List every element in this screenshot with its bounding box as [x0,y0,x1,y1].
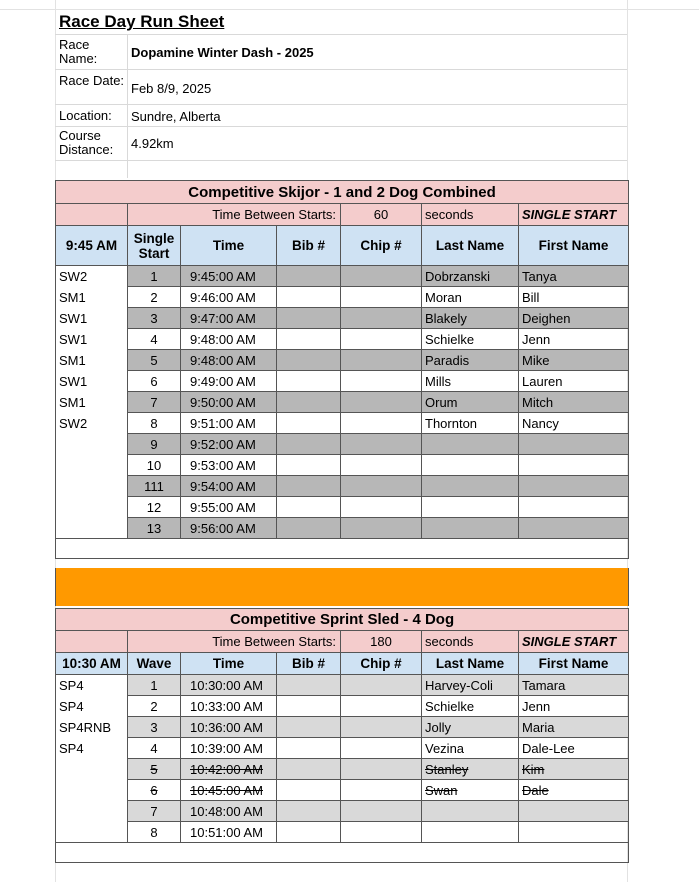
sprint-sled-table [55,608,629,863]
last-name-cell: Orum [422,392,519,413]
class-cell: SP4 [56,675,128,696]
last-name-cell: Schielke [422,696,519,717]
first-name-cell [519,455,629,476]
first-name-cell [519,434,629,455]
info-label-race-date: Race Date: [59,73,125,88]
first-name-cell: Tanya [519,266,629,287]
first-name-cell [519,476,629,497]
class-cell [56,518,128,539]
time-between-label: Time Between Starts: [128,631,341,653]
chip-cell [341,308,422,329]
chip-cell [341,434,422,455]
start-time-header: 10:30 AM [56,653,128,675]
start-type: SINGLE START [519,204,629,226]
start-time-cell: 10:45:00 AM [181,780,277,801]
chip-cell [341,738,422,759]
start-time-cell: 9:56:00 AM [181,518,277,539]
info-label-location: Location: [59,108,112,123]
class-cell [56,497,128,518]
bib-cell [277,392,341,413]
table-row [56,371,629,392]
last-name-cell [422,518,519,539]
divider [55,34,627,35]
table-row [56,518,629,539]
class-cell: SW1 [56,308,128,329]
time-between-label: Time Between Starts: [128,204,341,226]
class-cell: SP4 [56,738,128,759]
chip-cell [341,780,422,801]
class-cell [56,455,128,476]
chip-cell [341,518,422,539]
start-number-cell: 4 [128,738,181,759]
header-row [56,226,629,266]
column-header: Single Start [128,226,181,266]
bib-cell [277,371,341,392]
last-name-cell: Paradis [422,350,519,371]
info-value-race-date: Feb 8/9, 2025 [131,81,212,96]
start-time-cell: 9:54:00 AM [181,476,277,497]
time-between-unit: seconds [422,631,519,653]
class-cell [56,476,128,497]
time-between-value: 180 [341,631,422,653]
table-row [56,392,629,413]
divider [127,34,128,178]
start-number-cell: 3 [128,308,181,329]
start-time-cell: 10:42:00 AM [181,759,277,780]
first-name-cell: Lauren [519,371,629,392]
class-cell: SM1 [56,350,128,371]
first-name-cell [519,801,629,822]
section-title-row [56,181,629,204]
first-name-cell: Kim [519,759,629,780]
chip-cell [341,801,422,822]
time-between-row [56,204,629,226]
chip-cell [341,455,422,476]
bib-cell [277,738,341,759]
start-number-cell: 8 [128,413,181,434]
section-title-row [56,609,629,631]
bib-cell [277,780,341,801]
spacer-row [56,539,629,559]
start-number-cell: 10 [128,455,181,476]
chip-cell [341,696,422,717]
last-name-cell [422,801,519,822]
chip-cell [341,822,422,843]
chip-cell [341,287,422,308]
start-number-cell: 7 [128,801,181,822]
chip-cell [341,413,422,434]
start-time-cell: 9:50:00 AM [181,392,277,413]
section-title: Competitive Skijor - 1 and 2 Dog Combined [56,181,629,204]
table-row [56,717,629,738]
table-row [56,287,629,308]
last-name-cell: Mills [422,371,519,392]
divider [55,104,627,105]
bib-cell [277,696,341,717]
start-time-cell: 10:48:00 AM [181,801,277,822]
table-row [56,308,629,329]
info-value-race-name: Dopamine Winter Dash - 2025 [131,45,314,60]
start-number-cell: 4 [128,329,181,350]
chip-cell [341,350,422,371]
bib-cell [277,329,341,350]
first-name-cell: Tamara [519,675,629,696]
bib-cell [277,350,341,371]
class-cell [56,801,128,822]
column-header: Time [181,226,277,266]
start-number-cell: 1 [128,675,181,696]
info-label-course-distance: Course Distance: [59,128,114,157]
spacer-row [56,843,629,863]
table-row [56,350,629,371]
start-time-cell: 9:46:00 AM [181,287,277,308]
start-number-cell: 6 [128,780,181,801]
start-number-cell: 2 [128,696,181,717]
first-name-cell [519,822,629,843]
table-row [56,329,629,350]
class-cell: SM1 [56,392,128,413]
bib-cell [277,308,341,329]
bib-cell [277,801,341,822]
last-name-cell [422,497,519,518]
bib-cell [277,266,341,287]
time-between-unit: seconds [422,204,519,226]
table-row [56,266,629,287]
chip-cell [341,392,422,413]
first-name-cell: Deighen [519,308,629,329]
bib-cell [277,497,341,518]
start-time-header: 9:45 AM [56,226,128,266]
class-cell: SP4 [56,696,128,717]
start-number-cell: 5 [128,759,181,780]
chip-cell [341,497,422,518]
table-row [56,455,629,476]
column-header: Last Name [422,226,519,266]
column-header: First Name [519,653,629,675]
bib-cell [277,675,341,696]
table-row [56,780,629,801]
chip-cell [341,675,422,696]
class-cell: SP4RNB [56,717,128,738]
table-row [56,759,629,780]
table-row [56,696,629,717]
start-time-cell: 9:45:00 AM [181,266,277,287]
start-time-cell: 9:53:00 AM [181,455,277,476]
table-row [56,675,629,696]
start-time-cell: 10:36:00 AM [181,717,277,738]
divider [55,160,627,161]
bib-cell [277,759,341,780]
bib-cell [277,455,341,476]
time-between-value: 60 [341,204,422,226]
page-title: Race Day Run Sheet [59,12,225,31]
bib-cell [277,434,341,455]
orange-divider [55,568,629,606]
start-time-cell: 9:48:00 AM [181,350,277,371]
start-number-cell: 5 [128,350,181,371]
class-cell: SM1 [56,287,128,308]
start-number-cell: 9 [128,434,181,455]
class-cell: SW1 [56,371,128,392]
start-type: SINGLE START [519,631,629,653]
header-row [56,653,629,675]
start-time-cell: 10:51:00 AM [181,822,277,843]
column-header: Bib # [277,226,341,266]
last-name-cell [422,476,519,497]
first-name-cell: Maria [519,717,629,738]
last-name-cell: Vezina [422,738,519,759]
table-row [56,801,629,822]
first-name-cell: Mitch [519,392,629,413]
start-time-cell: 10:39:00 AM [181,738,277,759]
last-name-cell: Blakely [422,308,519,329]
start-time-cell: 9:49:00 AM [181,371,277,392]
divider [55,69,627,70]
chip-cell [341,266,422,287]
first-name-cell: Bill [519,287,629,308]
start-number-cell: 7 [128,392,181,413]
first-name-cell [519,518,629,539]
start-number-cell: 12 [128,497,181,518]
class-cell: SW2 [56,413,128,434]
start-number-cell: 3 [128,717,181,738]
last-name-cell: Harvey-Coli [422,675,519,696]
start-number-cell: 2 [128,287,181,308]
chip-cell [341,759,422,780]
class-cell [56,759,128,780]
info-value-location: Sundre, Alberta [131,109,221,124]
section-title: Competitive Sprint Sled - 4 Dog [56,609,629,631]
chip-cell [341,717,422,738]
column-header: First Name [519,226,629,266]
start-time-cell: 10:33:00 AM [181,696,277,717]
chip-cell [341,329,422,350]
first-name-cell [519,497,629,518]
class-cell [56,822,128,843]
start-time-cell: 9:52:00 AM [181,434,277,455]
last-name-cell: Dobrzanski [422,266,519,287]
column-header: Time [181,653,277,675]
first-name-cell: Jenn [519,329,629,350]
table-row [56,822,629,843]
first-name-cell: Dale [519,780,629,801]
last-name-cell: Jolly [422,717,519,738]
class-cell [56,780,128,801]
last-name-cell [422,822,519,843]
first-name-cell: Mike [519,350,629,371]
bib-cell [277,413,341,434]
start-number-cell: 1 [128,266,181,287]
last-name-cell: Moran [422,287,519,308]
start-time-cell: 9:47:00 AM [181,308,277,329]
table-row [56,476,629,497]
bib-cell [277,518,341,539]
grid-line [0,9,699,10]
class-cell: SW1 [56,329,128,350]
divider [55,126,627,127]
table-row [56,413,629,434]
start-time-cell: 9:48:00 AM [181,329,277,350]
class-cell [56,434,128,455]
class-cell: SW2 [56,266,128,287]
chip-cell [341,476,422,497]
column-header: Last Name [422,653,519,675]
column-header: Chip # [341,653,422,675]
start-time-cell: 9:51:00 AM [181,413,277,434]
start-number-cell: 8 [128,822,181,843]
start-number-cell: 111 [128,476,181,497]
table-row [56,738,629,759]
last-name-cell: Schielke [422,329,519,350]
last-name-cell [422,455,519,476]
last-name-cell [422,434,519,455]
first-name-cell: Jenn [519,696,629,717]
last-name-cell: Swan [422,780,519,801]
info-label-race-name: Race Name: [59,37,98,66]
column-header: Chip # [341,226,422,266]
first-name-cell: Nancy [519,413,629,434]
table-row [56,497,629,518]
info-value-course-distance: 4.92km [131,136,174,151]
bib-cell [277,717,341,738]
table-row [56,434,629,455]
bib-cell [277,476,341,497]
start-time-cell: 10:30:00 AM [181,675,277,696]
bib-cell [277,287,341,308]
column-header: Bib # [277,653,341,675]
column-header: Wave [128,653,181,675]
skijor-table [55,180,629,559]
start-time-cell: 9:55:00 AM [181,497,277,518]
time-between-row [56,631,629,653]
last-name-cell: Stanley [422,759,519,780]
chip-cell [341,371,422,392]
bib-cell [277,822,341,843]
start-number-cell: 13 [128,518,181,539]
first-name-cell: Dale-Lee [519,738,629,759]
start-number-cell: 6 [128,371,181,392]
last-name-cell: Thornton [422,413,519,434]
